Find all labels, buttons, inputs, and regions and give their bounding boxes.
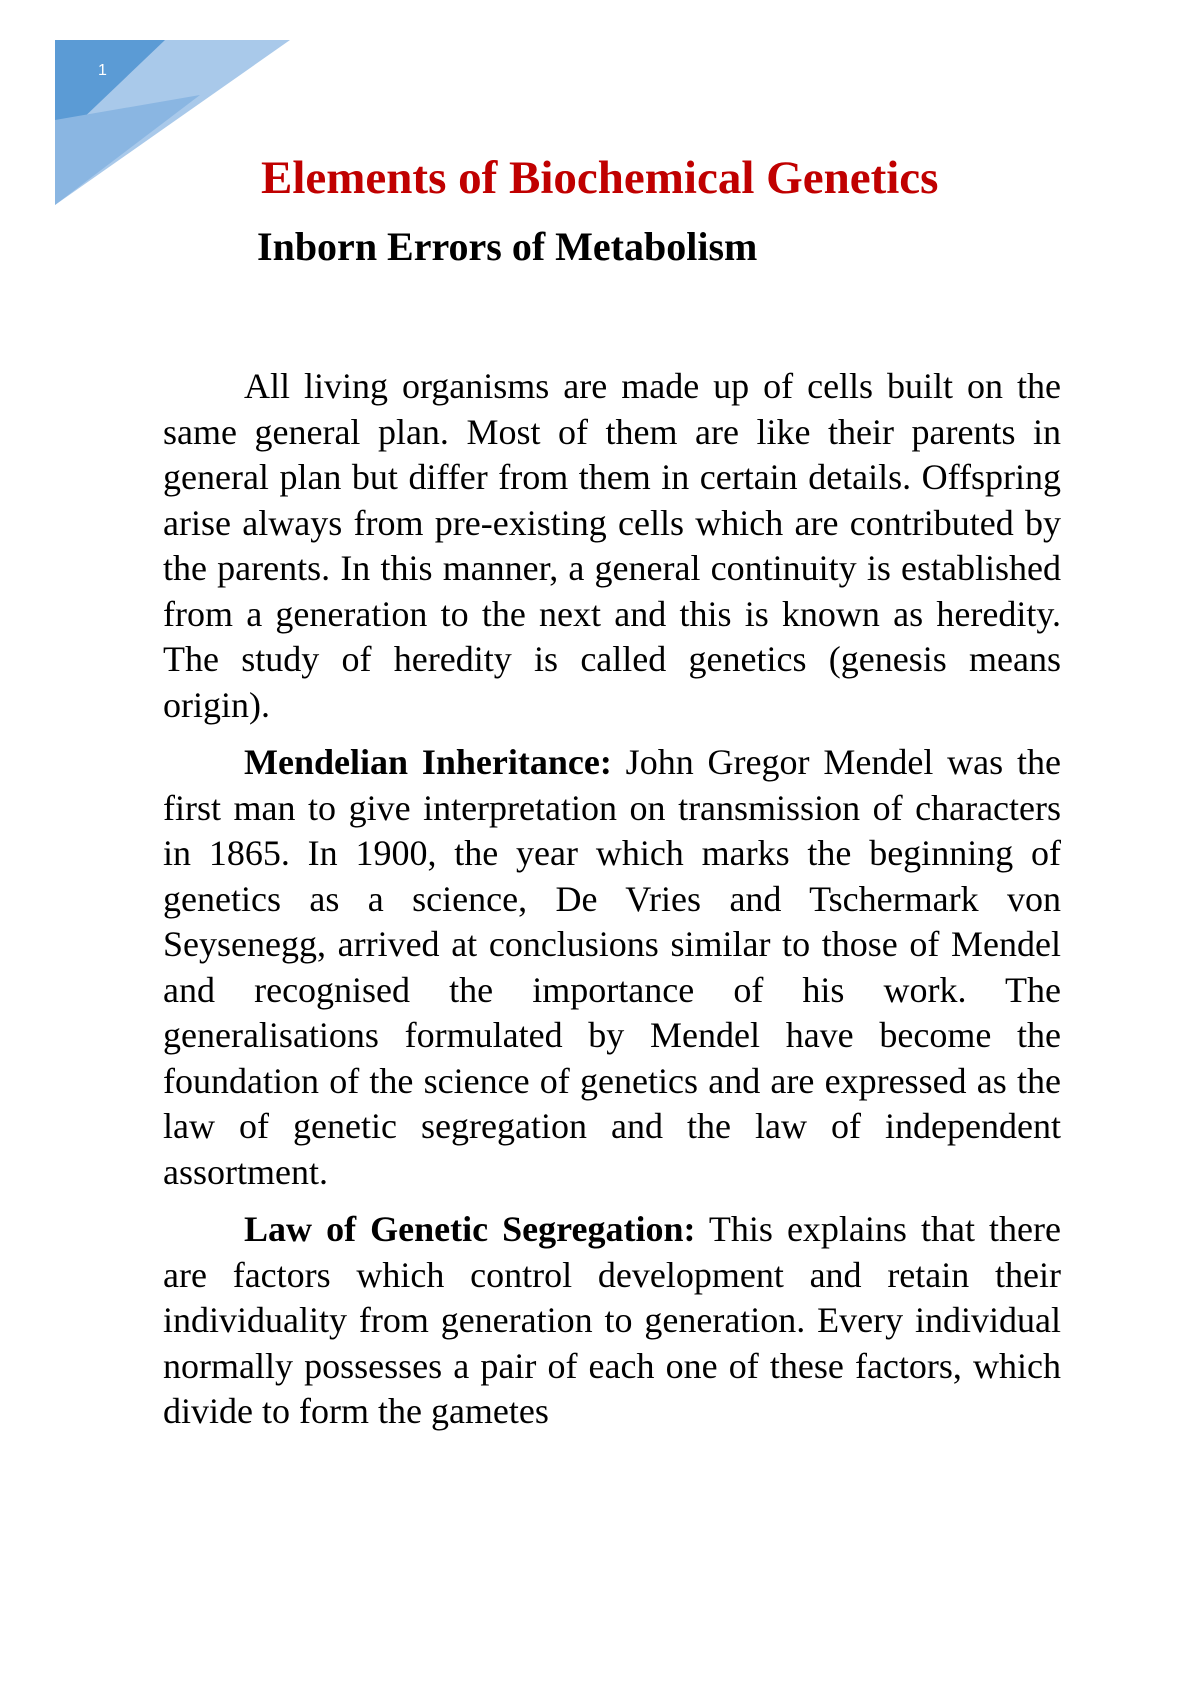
page-number: 1: [98, 62, 107, 79]
paragraph-mendelian-inheritance: [163, 740, 1061, 1195]
paragraph-intro: [163, 364, 1061, 728]
paragraph-intro-text: All living organisms are made up of cells built on the same general plan. Most of them are like their parents in general plan but differ from them in certain details. Offspring arise always from pre-existing cells which are contributed by the parents. In this manner, a general continuity is established from a generation to the next and this is known as heredity. The study of heredity is called genetics (genesis means origin).: [163, 366, 1061, 725]
paragraph-genetic-segregation: [163, 1207, 1061, 1435]
paragraph-genetic-segregation-text: This explains that there are factors which control development and retain their individuality from generation to generation. Every individual normally possesses a pair of each one of these factors, which divide to form the gametes: [163, 1209, 1061, 1431]
body-text: [163, 364, 1061, 1447]
term-genetic-segregation: Law of Genetic Segregation:: [244, 1209, 696, 1249]
term-mendelian-inheritance: Mendelian Inheritance:: [244, 742, 612, 782]
corner-decoration: [0, 0, 300, 220]
paragraph-mendelian-inheritance-text: John Gregor Mendel was the first man to give interpretation on transmission of characters in 1865. In 1900, the year which marks the beginning of genetics as a science, De Vries and Tschermark von Seysenegg, arrived at conclusions similar to those of Mendel and recognised the importance of his work. The generalisations formulated by Mendel have become the foundation of the science of genetics and are expressed as the law of genetic segregation and the law of independent assortment.: [163, 742, 1061, 1192]
document-subtitle: Inborn Errors of Metabolism: [257, 224, 758, 269]
document-title: Elements of Biochemical Genetics: [261, 152, 939, 204]
